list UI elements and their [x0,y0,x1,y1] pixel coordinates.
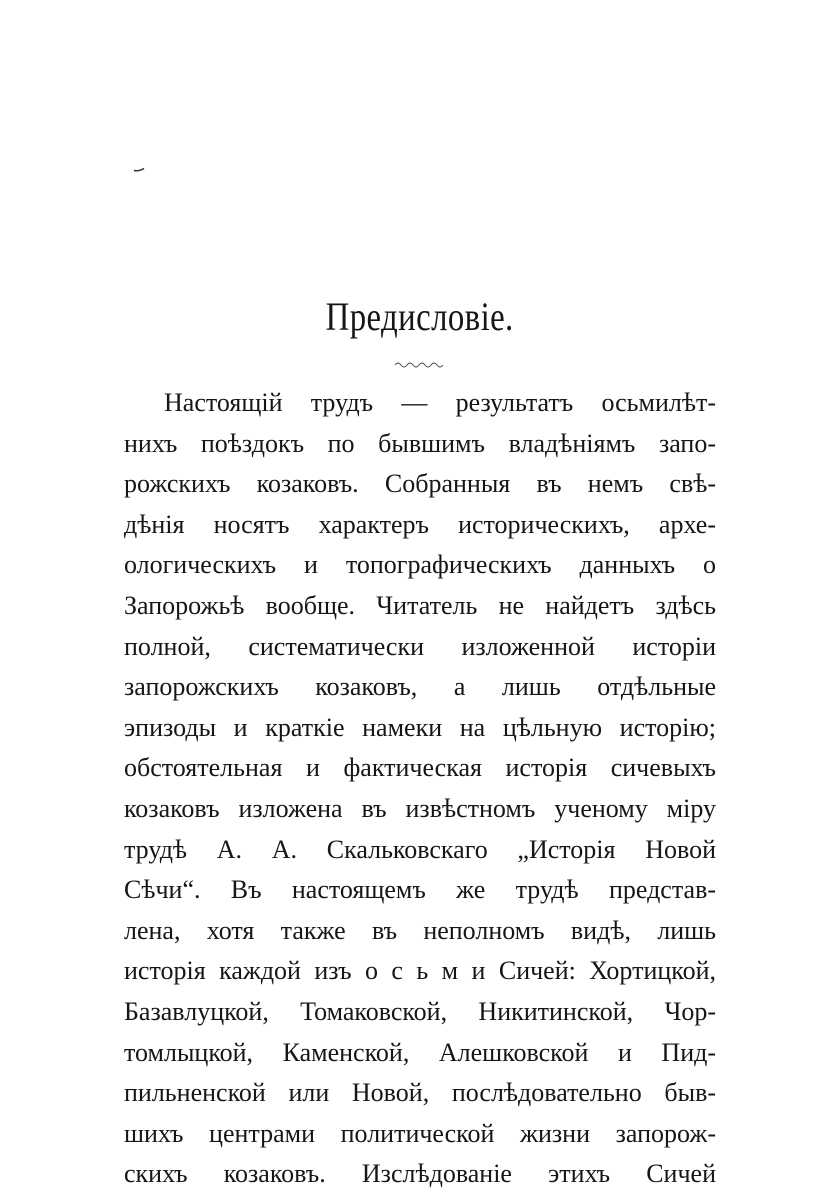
text-line-content: полной, систематически изложенной исторіи [124,631,716,661]
text-line [124,951,716,992]
text-line [124,1154,716,1195]
text-line-content: ологическихъ и топографическихъ данныхъ о [124,550,716,580]
text-line [124,505,716,546]
text-line-content: томлыцкой, Каменской, Алешковской и Пид- [124,1037,716,1067]
text-line [124,870,716,911]
text-line-content: дѣнія носятъ характеръ историческихъ, архе- [124,509,716,539]
text-line [124,748,716,789]
text-line [124,911,716,952]
text-line [124,383,716,424]
text-line-content: исторія каждой изъ о с ь м и Сичей: Хортицкой, [124,956,716,986]
text-line [124,1114,716,1155]
text-line-content: лена, хотя также въ неполномъ видѣ, лишь [124,915,716,945]
text-line [124,424,716,465]
text-line-content: запорожскихъ козаковъ, а лишь отдѣльные [124,672,716,702]
text-line-content: козаковъ изложена въ извѣстномъ ученому міру [124,793,716,823]
text-line-content: трудѣ А. А. Скальковскаго „Исторія Новой [124,834,716,864]
text-line [124,992,716,1033]
text-line [124,708,716,749]
text-line [124,667,716,708]
text-line [124,627,716,668]
text-line [124,545,716,586]
text-line-content: Запорожьѣ вообще. Читатель не найдетъ здѣсь [124,590,716,620]
text-line-content: Настоящій трудъ — результатъ осьмилѣт- [164,388,716,417]
text-line [124,1073,716,1114]
text-line-content: эпизоды и краткіе намеки на цѣльную исторію; [124,712,716,742]
text-line-content: скихъ козаковъ. Изслѣдованіе этихъ Сичей [124,1159,716,1189]
text-line [124,586,716,627]
text-line [124,789,716,830]
text-line-content: обстоятельная и фактическая исторія сичевыхъ [124,753,716,783]
text-line-content: Базавлуцкой, Томаковской, Никитинской, Чор- [124,996,716,1026]
text-line-content: пильненской или Новой, послѣдовательно быв- [124,1078,716,1108]
text-line-content: Сѣчи“. Въ настоящемъ же трудѣ представ- [124,875,716,905]
preface-text [124,383,716,1195]
text-line-content: шихъ центрами политической жизни запорож- [124,1118,716,1148]
text-line-content: рожскихъ козаковъ. Собранныя въ немъ свѣ- [124,469,716,499]
text-line [124,1033,716,1074]
text-line-content: нихъ поѣздокъ по бывшимъ владѣніямъ запо- [124,428,716,458]
text-line [124,464,716,505]
heading-ornament-divider [394,360,446,370]
text-line [124,830,716,871]
page-heading: Предисловіе. [325,294,514,339]
ink-speck-mark [133,167,145,172]
